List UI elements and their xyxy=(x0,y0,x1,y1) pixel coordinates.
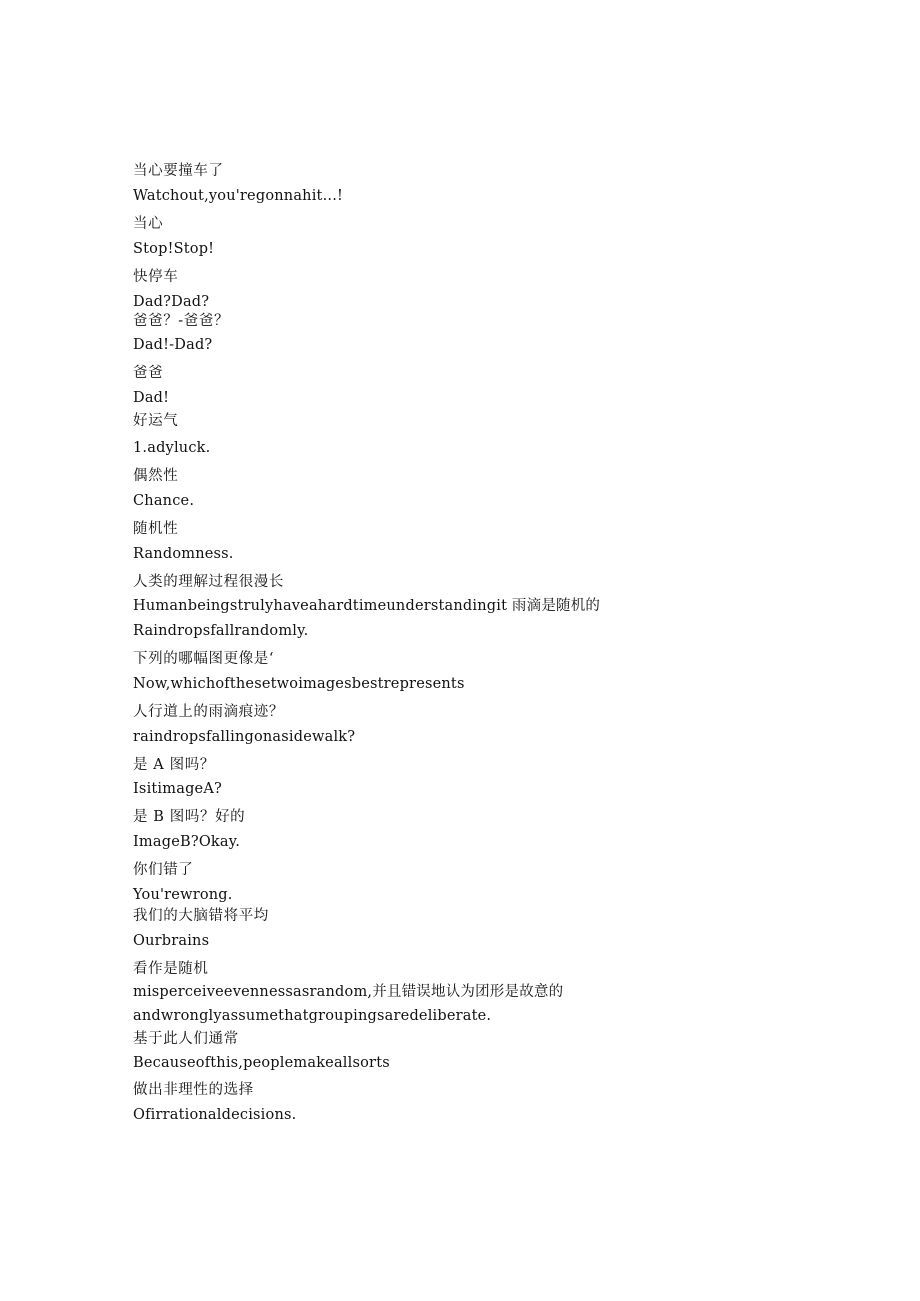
subtitle-line: You'rewrong. xyxy=(133,887,233,903)
subtitle-line: 人类的理解过程很漫长 xyxy=(133,574,284,590)
subtitle-line: andwronglyassumethatgroupingsaredeliberate. xyxy=(133,1008,492,1024)
subtitle-line: Now,whichofthesetwoimagesbestrepresents xyxy=(133,676,465,692)
subtitle-line: 下列的哪幅图更像是‘ xyxy=(133,651,275,667)
subtitle-line: Humanbeingstrulyhaveahardtimeunderstandingit 雨滴是随机的 xyxy=(133,598,601,614)
subtitle-line: 人行道上的雨滴痕迹？ xyxy=(133,704,284,720)
subtitle-line: Chance. xyxy=(133,493,195,509)
subtitle-line: 爸爸？-爸爸？ xyxy=(133,313,230,329)
subtitle-line: 基于此人们通常 xyxy=(133,1031,239,1047)
subtitle-line: ImageB?Okay. xyxy=(133,834,241,850)
subtitle-line: 你们错了 xyxy=(133,862,194,878)
subtitle-line: Ofirrationaldecisions. xyxy=(133,1107,297,1123)
subtitle-line: 随机性 xyxy=(133,521,179,537)
subtitle-line: 看作是随机 xyxy=(133,961,209,977)
subtitle-line: IsitimageA? xyxy=(133,781,222,797)
subtitle-line: 做出非理性的选择 xyxy=(133,1082,254,1098)
subtitle-line: Randomness. xyxy=(133,546,234,562)
subtitle-line: 当心 xyxy=(133,216,164,232)
subtitle-line: 爸爸 xyxy=(133,365,164,381)
subtitle-line: Raindropsfallrandomly. xyxy=(133,623,309,639)
subtitle-line: misperceiveevennessasrandom,并且错误地认为团形是故意的 xyxy=(133,984,564,1000)
subtitle-line: Becauseofthis,peoplemakeallsorts xyxy=(133,1055,390,1071)
subtitle-line: 是 B 图吗？好的 xyxy=(133,809,246,825)
subtitle-line: 1.adyluck. xyxy=(133,440,211,456)
subtitle-line: Dad?Dad? xyxy=(133,294,210,310)
subtitle-line: 我们的大脑错将平均 xyxy=(133,908,269,924)
subtitle-line: 当心要撞车了 xyxy=(133,163,224,179)
subtitle-line: Stop!Stop! xyxy=(133,241,215,257)
subtitle-line: Dad!-Dad? xyxy=(133,337,213,353)
subtitle-line: 偶然性 xyxy=(133,468,179,484)
subtitle-line: 是 A 图吗？ xyxy=(133,757,215,773)
subtitle-line: raindropsfallingonasidewalk? xyxy=(133,729,356,745)
subtitle-line: 快停车 xyxy=(133,269,179,285)
subtitle-line: Watchout,you'regonnahit...! xyxy=(133,188,344,204)
subtitle-line: Dad! xyxy=(133,390,170,406)
subtitle-line: 好运气 xyxy=(133,413,179,429)
subtitle-line: Ourbrains xyxy=(133,933,210,949)
